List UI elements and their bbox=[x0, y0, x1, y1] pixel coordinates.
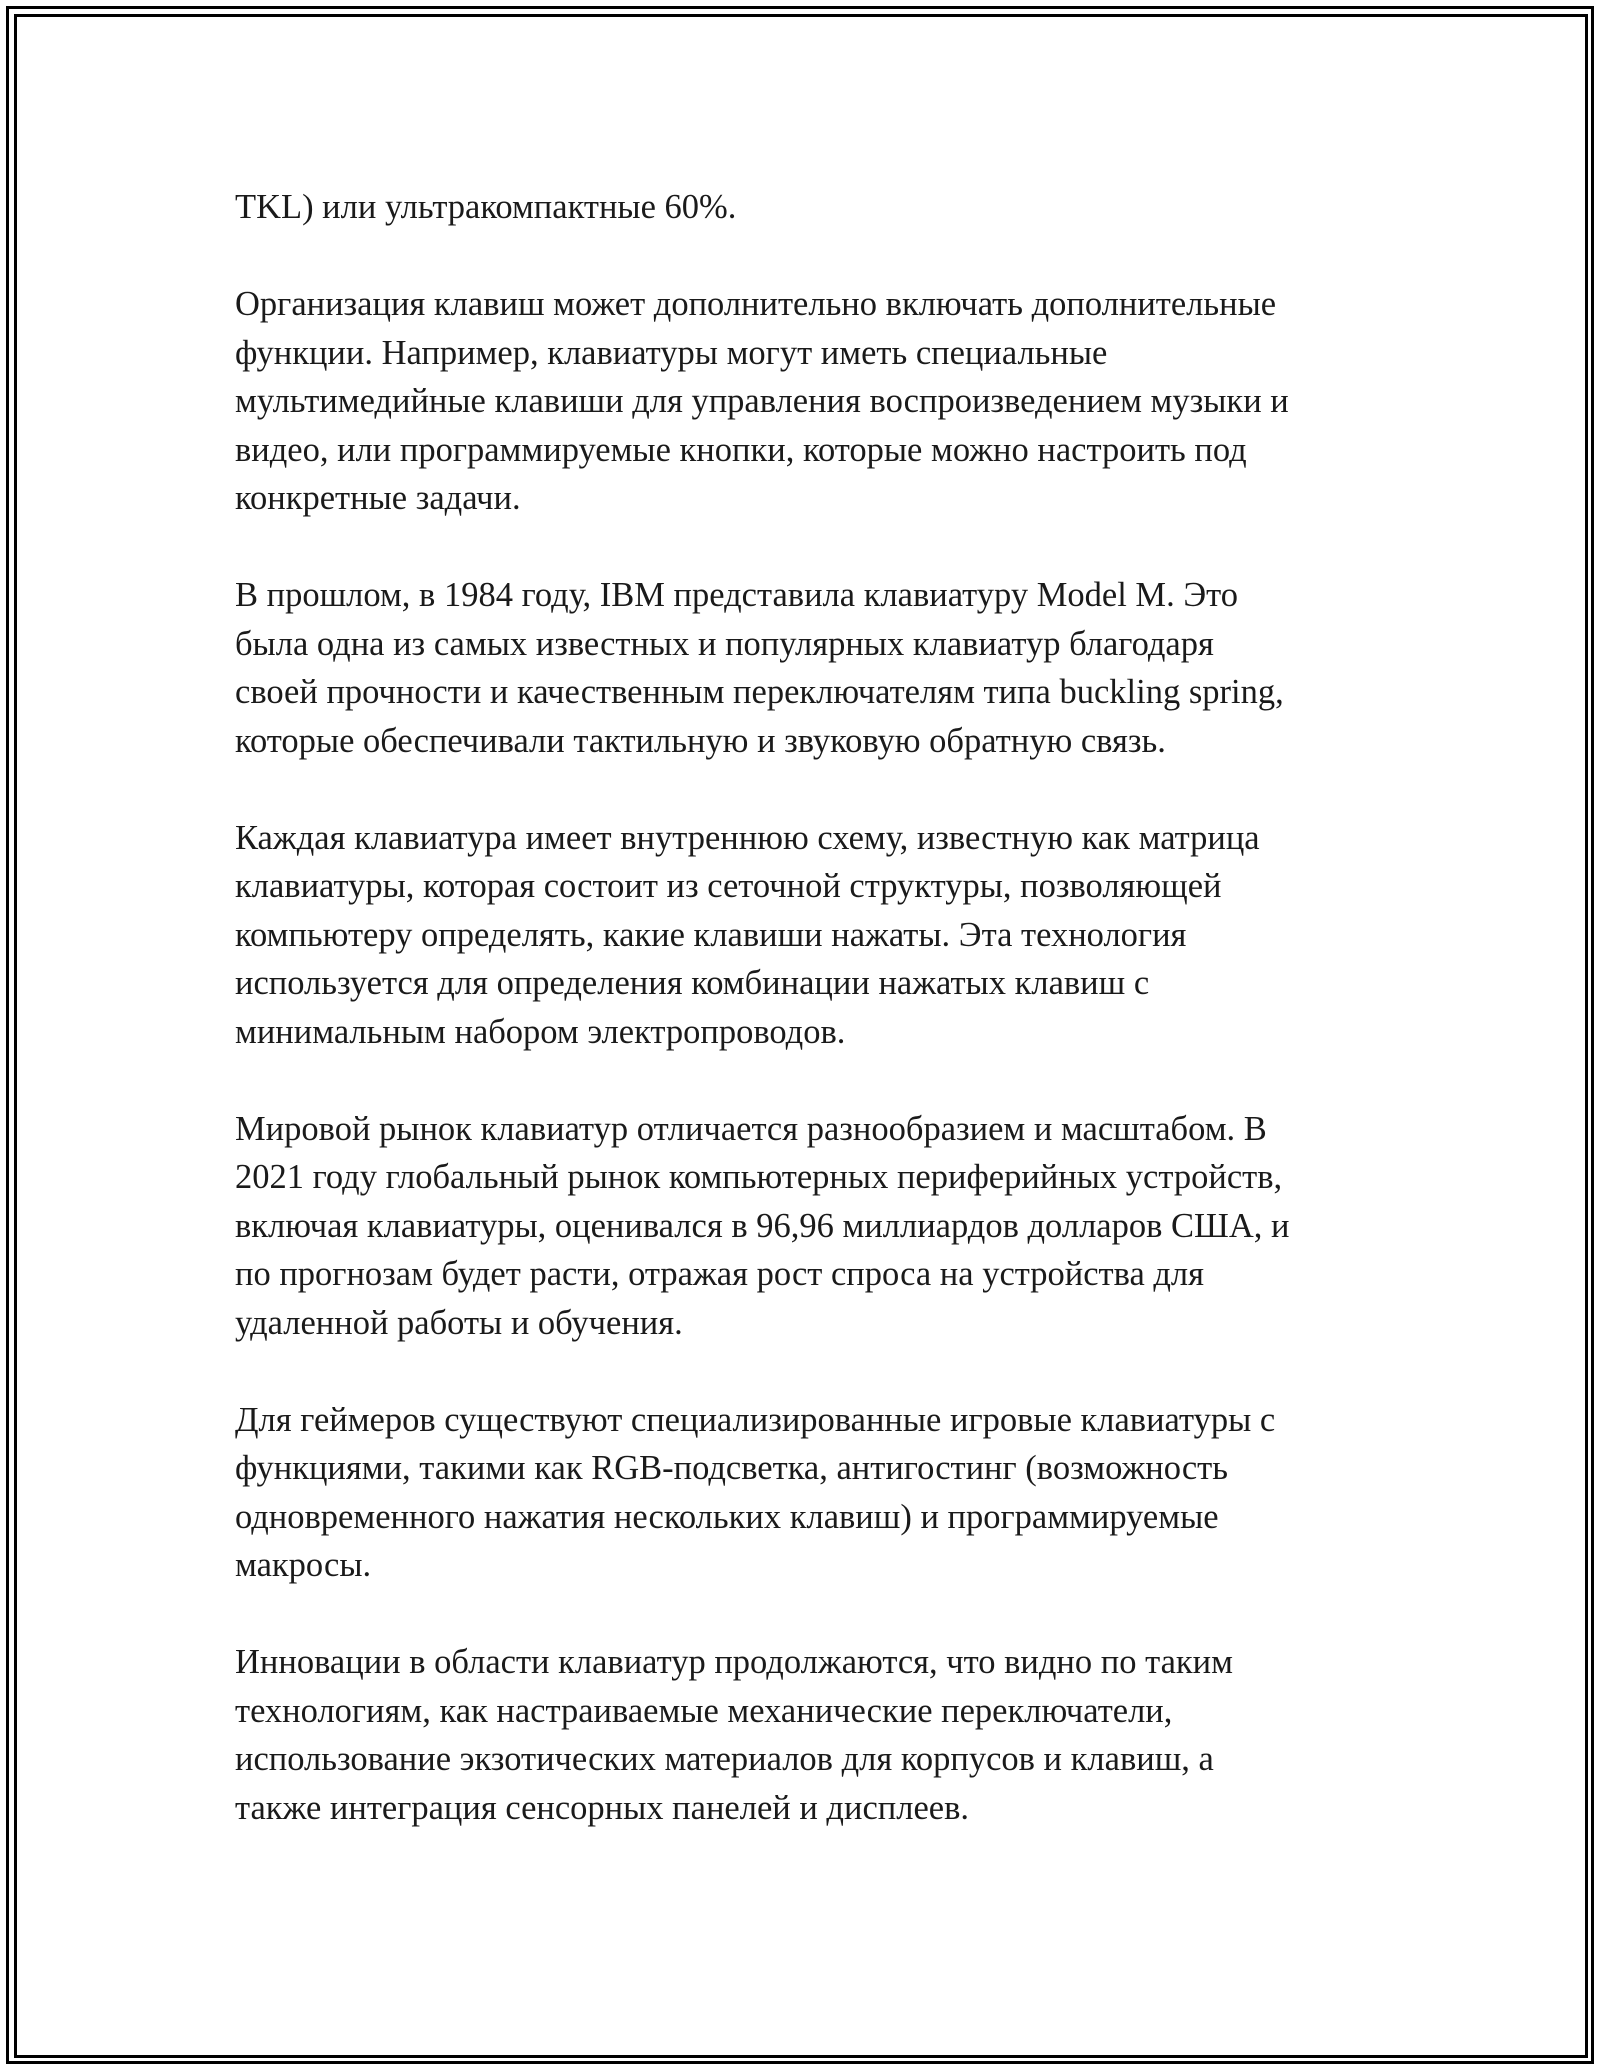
text-line: минимальным набором электропроводов. bbox=[235, 1012, 846, 1051]
paragraph-3 bbox=[235, 571, 1385, 765]
text-line: В прошлом, в 1984 году, IBM представила клавиатуру Model M. Это bbox=[235, 576, 1238, 614]
paragraph-4 bbox=[235, 814, 1385, 1057]
text-line: функции. Например, клавиатуры могут иметь специальные bbox=[235, 333, 1108, 372]
text-line: технологиям, как настраиваемые механические переключатели, bbox=[235, 1691, 1173, 1730]
text-line: была одна из самых известных и популярных клавиатур благодаря bbox=[235, 624, 1214, 663]
text-line: удаленной работы и обучения. bbox=[235, 1303, 683, 1342]
text-line: по прогнозам будет расти, отражая рост спроса на устройства для bbox=[235, 1255, 1205, 1293]
document-body bbox=[235, 183, 1385, 1881]
text-line: Организация клавиш может дополнительно включать дополнительные bbox=[235, 285, 1277, 323]
text-line: функциями, такими как RGB-подсветка, антигостинг (возможность bbox=[235, 1449, 1228, 1487]
text-line: одновременного нажатия нескольких клавиш) и программируемые bbox=[235, 1497, 1219, 1536]
text-line: клавиатуры, которая состоит из сеточной структуры, позволяющей bbox=[235, 867, 1222, 905]
text-line: TKL) или ультракомпактные 60%. bbox=[235, 188, 737, 226]
text-line: мультимедийные клавиши для управления воспроизведением музыки и bbox=[235, 382, 1289, 420]
text-line: также интеграция сенсорных панелей и дисплеев. bbox=[235, 1788, 969, 1827]
paragraph-6 bbox=[235, 1396, 1385, 1590]
text-line: 2021 году глобальный рынок компьютерных периферийных устройств, bbox=[235, 1158, 1283, 1196]
text-line: Мировой рынок клавиатур отличается разнообразием и масштабом. В bbox=[235, 1109, 1267, 1148]
text-line: Инновации в области клавиатур продолжаются, что видно по таким bbox=[235, 1643, 1233, 1681]
text-line: макросы. bbox=[235, 1546, 372, 1584]
text-line: Каждая клавиатура имеет внутреннюю схему, известную как матрица bbox=[235, 818, 1260, 857]
text-line: конкретные задачи. bbox=[235, 479, 521, 517]
paragraph-1 bbox=[235, 183, 1385, 232]
text-line: используется для определения комбинации нажатых клавиш с bbox=[235, 964, 1150, 1002]
text-line: которые обеспечивали тактильную и звуковую обратную связь. bbox=[235, 721, 1166, 760]
text-line: компьютеру определять, какие клавиши нажаты. Эта технология bbox=[235, 915, 1187, 954]
paragraph-2 bbox=[235, 280, 1385, 523]
text-line: использование экзотических материалов для корпусов и клавиш, а bbox=[235, 1740, 1214, 1778]
text-line: Для геймеров существуют специализированные игровые клавиатуры с bbox=[235, 1400, 1276, 1439]
text-line: своей прочности и качественным переключателям типа buckling spring, bbox=[235, 673, 1284, 711]
paragraph-7 bbox=[235, 1638, 1385, 1832]
text-line: включая клавиатуры, оценивался в 96,96 миллиардов долларов США, и bbox=[235, 1206, 1290, 1245]
paragraph-5 bbox=[235, 1105, 1385, 1348]
text-line: видео, или программируемые кнопки, которые можно настроить под bbox=[235, 430, 1247, 469]
